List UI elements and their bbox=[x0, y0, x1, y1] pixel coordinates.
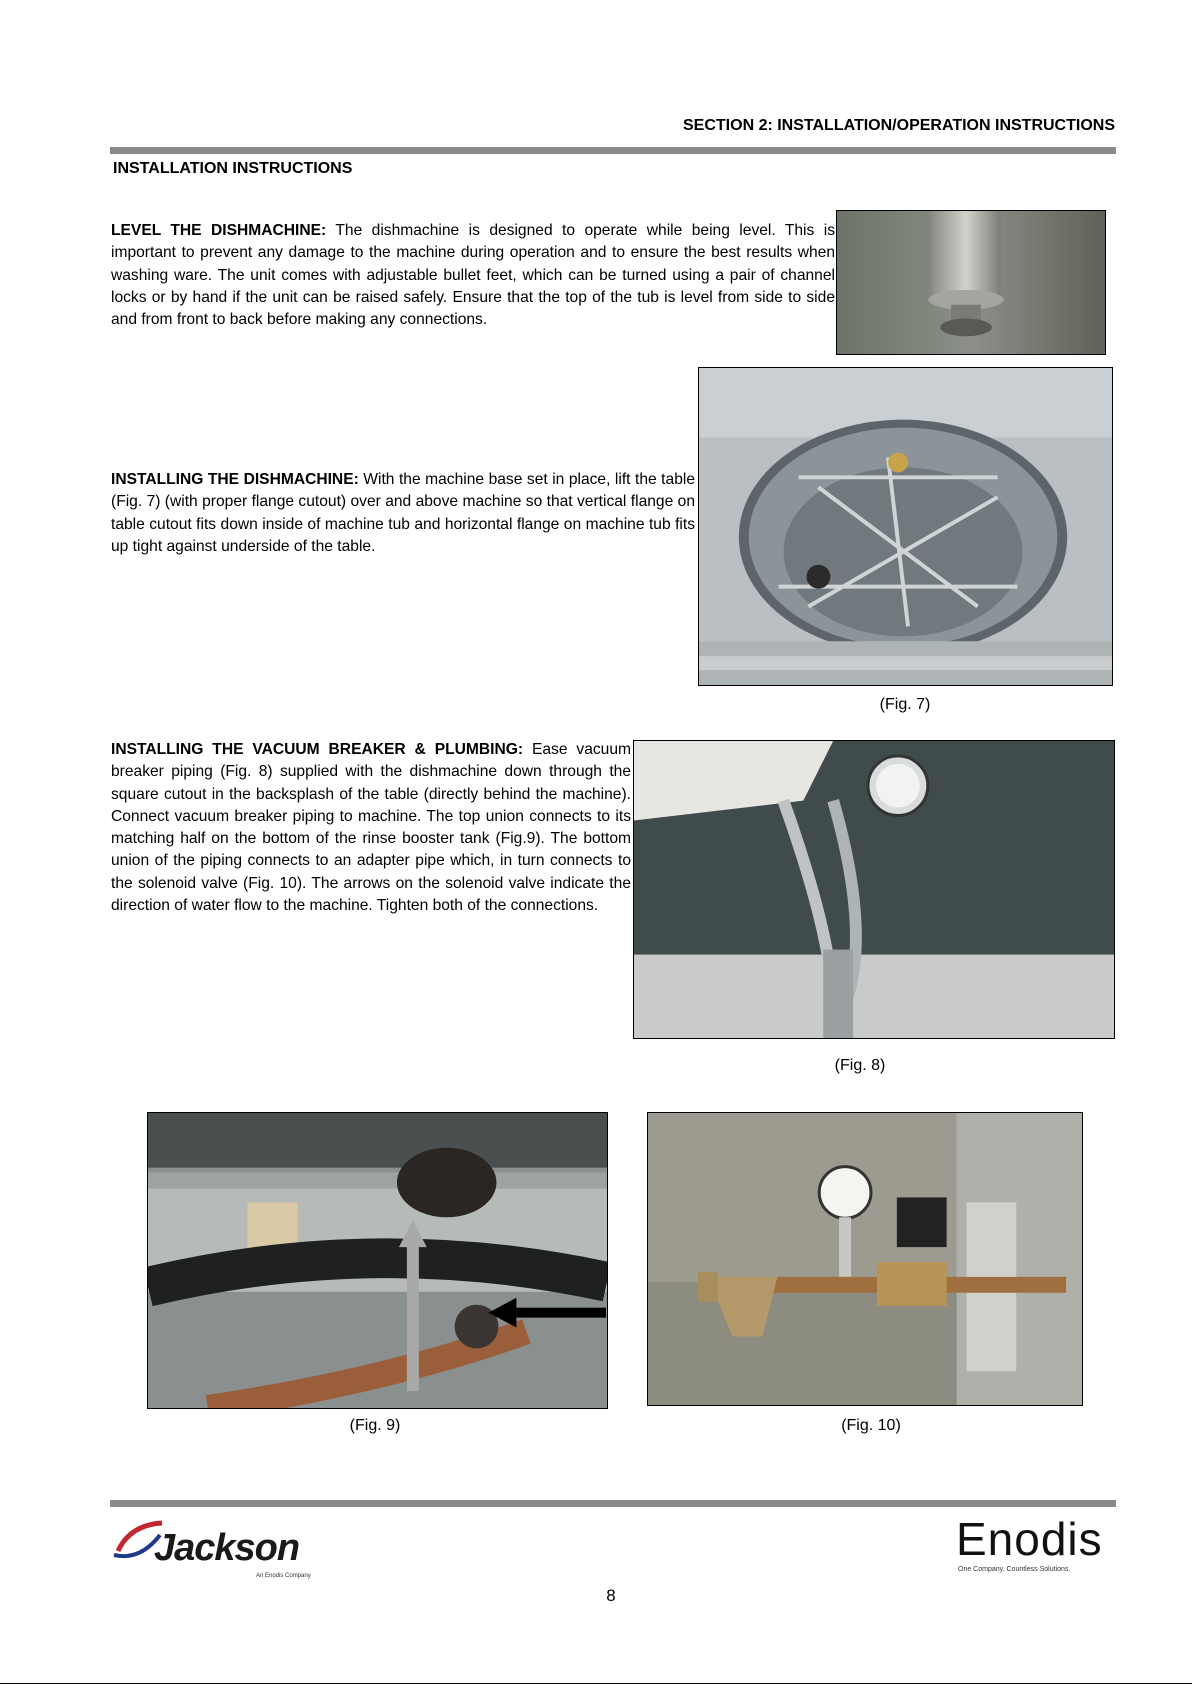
solenoid-valve-photo bbox=[647, 1112, 1083, 1406]
fig8-caption: (Fig. 8) bbox=[834, 1057, 886, 1074]
enodis-tagline: One Company. Countless Solutions. bbox=[958, 1566, 1071, 1573]
installing-heading: INSTALLING THE DISHMACHINE: bbox=[111, 471, 359, 488]
vacuum-paragraph bbox=[111, 739, 631, 917]
enodis-logo bbox=[950, 1512, 1120, 1582]
table-cutout-photo bbox=[698, 367, 1113, 686]
rinse-booster-union-photo bbox=[147, 1112, 608, 1409]
vacuum-heading: INSTALLING THE VACUUM BREAKER & PLUMBING: bbox=[111, 741, 524, 758]
jackson-tagline: An Enodis Company bbox=[256, 1573, 311, 1579]
jackson-logo bbox=[110, 1515, 340, 1585]
fig7-caption: (Fig. 7) bbox=[879, 696, 931, 713]
fig10-caption: (Fig. 10) bbox=[841, 1417, 901, 1434]
vacuum-breaker-photo bbox=[633, 740, 1115, 1039]
section-title: SECTION 2: INSTALLATION/OPERATION INSTRUCTIONS bbox=[683, 117, 1115, 134]
installing-body: With the machine base set in place, lift the table (Fig. 7) (with proper flange cutout) over and above machine so that vertical flange on table cutout fits down inside of machine tub and horizontal flange on machine tub fits up tight against underside of the table. bbox=[111, 471, 695, 555]
installing-paragraph bbox=[111, 469, 695, 558]
level-heading: LEVEL THE DISHMACHINE: bbox=[111, 222, 327, 239]
level-paragraph bbox=[111, 220, 835, 331]
page-bottom-rule bbox=[0, 1683, 1192, 1684]
level-body: The dishmachine is designed to operate while being level. This is important to prevent any damage to the machine during operation and to ensure the best results when washing ware. The unit comes with adjustable bullet feet, which can be turned using a pair of channel locks or by hand if the unit can be raised safely. Ensure that the top of the tub is level from side to side and from front to back before making any connections. bbox=[111, 222, 835, 329]
enodis-wordmark: Enodis bbox=[956, 1513, 1103, 1565]
page-number: 8 bbox=[606, 1586, 616, 1605]
vacuum-body: Ease vacuum breaker piping (Fig. 8) supplied with the dishmachine down through the square cutout in the backsplash of the table (directly behind the machine). Connect vacuum breaker piping to machine. The top union connects to its matching half on the bottom of the rinse booster tank (Fig.9). The bottom union of the piping connects to an adapter pipe which, in turn connects to the solenoid valve (Fig. 10). The arrows on the solenoid valve indicate the direction of water flow to the machine. Tighten both of the connections. bbox=[111, 741, 632, 915]
fig9-caption: (Fig. 9) bbox=[349, 1417, 401, 1434]
jackson-wordmark: Jackson bbox=[154, 1527, 300, 1569]
header-rule bbox=[110, 147, 1116, 154]
leveling-foot-photo bbox=[836, 210, 1106, 355]
installation-subheading: INSTALLATION INSTRUCTIONS bbox=[113, 160, 353, 177]
footer-rule bbox=[110, 1500, 1116, 1507]
